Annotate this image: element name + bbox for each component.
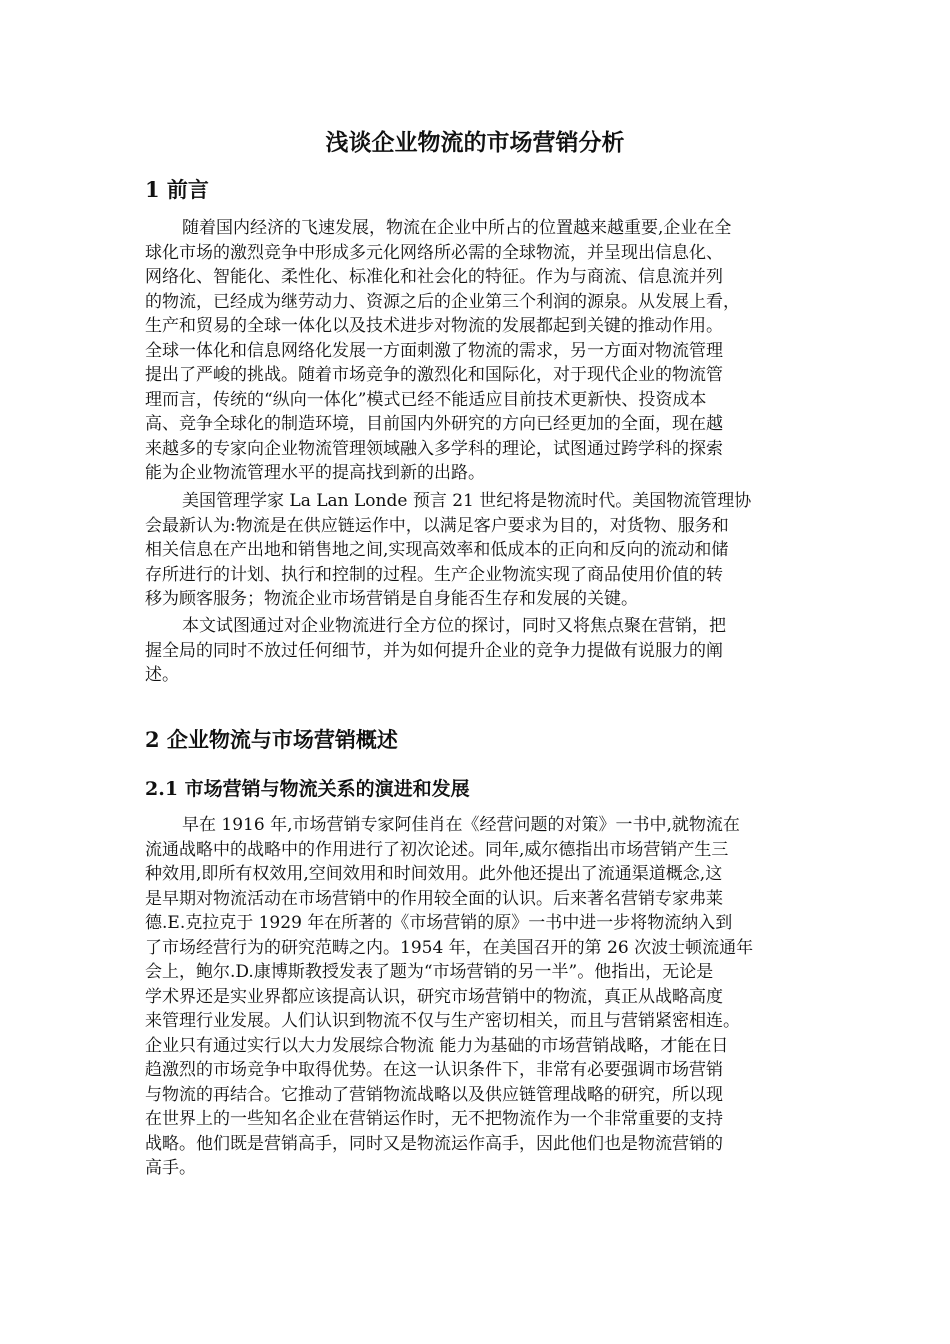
text-line: 随着国内经济的飞速发展，物流在企业中所占的位置越来越重要,企业在全 [182, 218, 732, 238]
text-line: 美国管理学家 La Lan Londe 预言 21 世纪将是物流时代。美国物流管理协 [182, 491, 752, 511]
text-line: 的物流，已经成为继劳动力、资源之后的企业第三个利润的源泉。从发展上看， [145, 291, 740, 312]
text-line: 高手。 [145, 1158, 196, 1178]
text-line: 了市场经营行为的研究范畴之内。1954 年，在美国召开的第 26 次波士顿流通年 [145, 937, 754, 958]
text-line: 趋激烈的市场竞争中取得优势。在这一认识条件下，非常有必要强调市场营销 [145, 1060, 723, 1080]
text-line: 存所进行的计划、执行和控制的过程。生产企业物流实现了商品使用价值的转 [145, 564, 723, 585]
text-line: 述。 [145, 665, 179, 685]
text-line: 握全局的同时不放过任何细节，并为如何提升企业的竞争力提做有说服力的阐 [145, 640, 723, 661]
text-line: 早在 1916 年,市场营销专家阿佳肖在《经营问题的对策》一书中,就物流在 [182, 815, 740, 835]
section-heading-introduction: 1 前言 [145, 177, 209, 202]
paragraph-intro-3 [145, 614, 815, 688]
text-line: 球化市场的激烈竞争中形成多元化网络所必需的全球物流，并呈现出信息化、 [145, 242, 723, 263]
section-heading-overview: 2 企业物流与市场营销概述 [145, 727, 398, 752]
document-title: 浅谈企业物流的市场营销分析 [325, 129, 625, 156]
text-line: 能为企业物流管理水平的提高找到新的出路。 [145, 463, 485, 483]
text-line: 高、竞争全球化的制造环境，目前国内外研究的方向已经更加的全面，现在越 [145, 414, 723, 434]
text-line: 流通战略中的战略中的作用进行了初次论述。同年,威尔德指出市场营销产生三 [145, 839, 729, 860]
text-line: 全球一体化和信息网络化发展一方面刺激了物流的需求，另一方面对物流管理 [145, 340, 723, 361]
text-line: 会最新认为:物流是在供应链运作中，以满足客户要求为目的，对货物、服务和 [145, 515, 729, 536]
text-line: 来越多的专家向企业物流管理领域融入多学科的理论，试图通过跨学科的探索 [145, 438, 723, 459]
text-line: 提出了严峻的挑战。随着市场竞争的激烈化和国际化，对于现代企业的物流管 [145, 365, 723, 385]
text-line: 种效用,即所有权效用,空间效用和时间效用。此外他还提出了流通渠道概念,这 [145, 864, 723, 884]
text-line: 是早期对物流活动在市场营销中的作用较全面的认识。后来著名营销专家弗莱 [145, 888, 723, 909]
text-line: 网络化、智能化、柔性化、标准化和社会化的特征。作为与商流、信息流并列 [145, 267, 723, 287]
paragraph-intro-1 [145, 216, 815, 486]
paragraph-2-1 [145, 813, 815, 1181]
text-line: 来管理行业发展。人们认识到物流不仅与生产密切相关，而且与营销紧密相连。 [145, 1011, 740, 1031]
text-line: 德.E.克拉克于 1929 年在所著的《市场营销的原》一书中进一步将物流纳入到 [145, 913, 733, 933]
subsection-heading-2-1: 2.1 市场营销与物流关系的演进和发展 [145, 778, 470, 800]
text-line: 相关信息在产出地和销售地之间,实现高效率和低成本的正向和反向的流动和储 [145, 540, 729, 560]
text-line: 学术界还是实业界都应该提高认识，研究市场营销中的物流，真正从战略高度 [145, 986, 723, 1007]
text-line: 理而言，传统的“纵向一体化”模式已经不能适应目前技术更新快、投资成本 [145, 389, 707, 410]
text-line: 会上，鲍尔.D.康博斯教授发表了题为“市场营销的另一半”。他指出，无论是 [145, 962, 714, 982]
text-line: 企业只有通过实行以大力发展综合物流 能力为基础的市场营销战略，才能在日 [145, 1035, 729, 1056]
text-line: 移为顾客服务；物流企业市场营销是自身能否生存和发展的关键。 [145, 589, 638, 609]
paragraph-intro-2 [145, 489, 815, 612]
text-line: 与物流的再结合。它推动了营销物流战略以及供应链管理战略的研究，所以现 [145, 1084, 723, 1105]
text-line: 本文试图通过对企业物流进行全方位的探讨，同时又将焦点聚在营销，把 [182, 616, 726, 636]
text-line: 在世界上的一些知名企业在营销运作时，无不把物流作为一个非常重要的支持 [145, 1109, 723, 1129]
text-line: 战略。他们既是营销高手，同时又是物流运作高手，因此他们也是物流营销的 [145, 1133, 723, 1154]
text-line: 生产和贸易的全球一体化以及技术进步对物流的发展都起到关键的推动作用。 [145, 316, 723, 336]
